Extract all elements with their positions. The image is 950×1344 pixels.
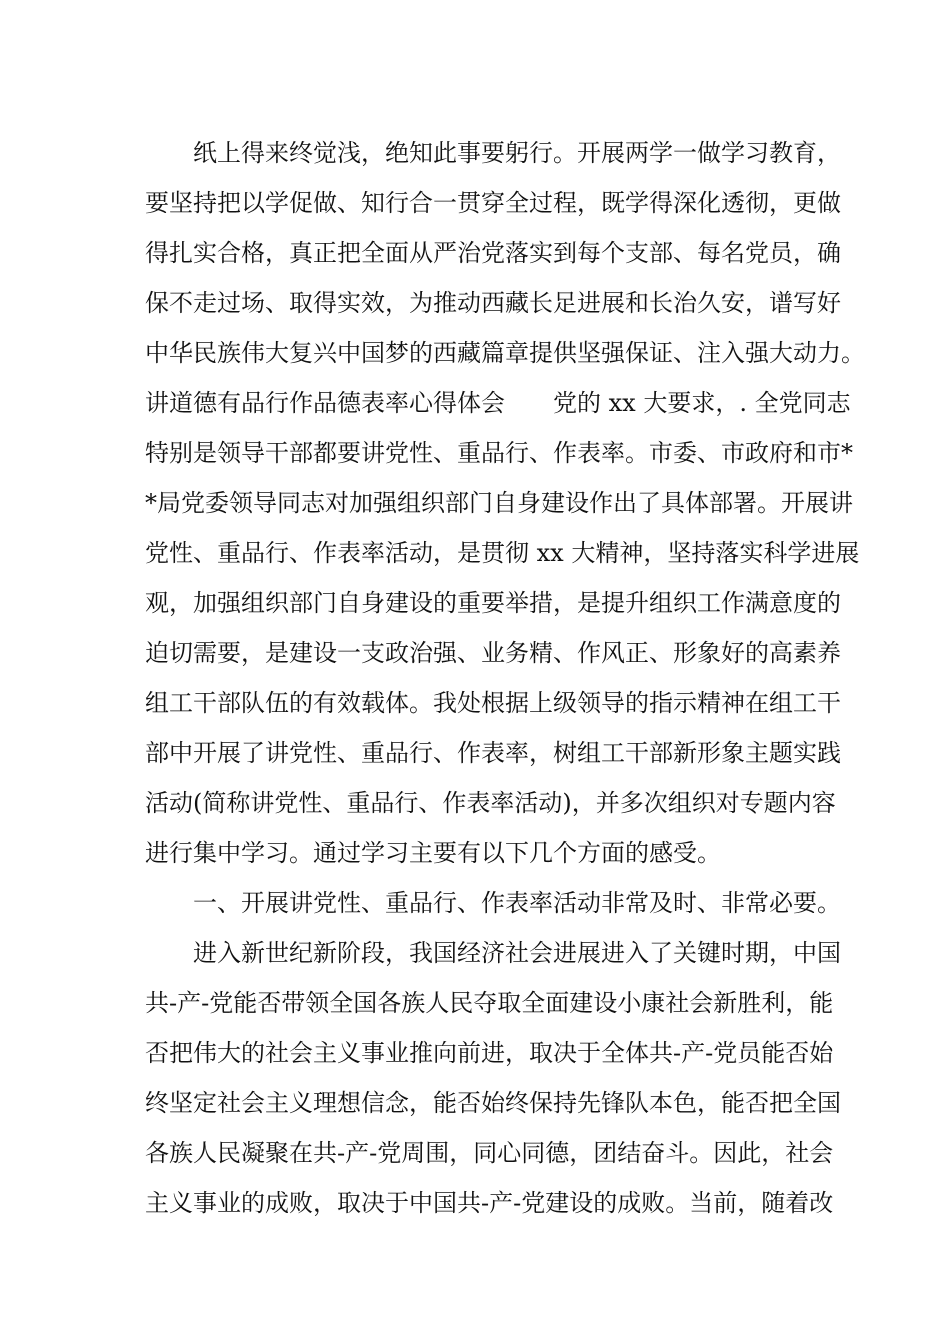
paragraph-line: 各族人民凝聚在共-产-党周围，同心同德，团结奋斗。因此，社会 — [145, 1139, 834, 1167]
paragraph-line: 中华民族伟大复兴中国梦的西藏篇章提供坚强保证、注入强大动力。 — [145, 339, 865, 367]
paragraph-line: 终坚定社会主义理想信念，能否始终保持先锋队本色，能否把全国 — [145, 1089, 841, 1117]
paragraph-line: *局党委领导同志对加强组织部门自身建设作出了具体部署。开展讲 — [145, 489, 853, 517]
paragraph-line: 进入新世纪新阶段，我国经济社会进展进入了关键时期，中国 — [193, 939, 841, 967]
paragraph-line: 讲道德有品行作品德表率心得体会 党的 xx 大要求，. 全党同志 — [145, 389, 851, 417]
paragraph-line: 共-产-党能否带领全国各族人民夺取全面建设小康社会新胜利，能 — [145, 989, 834, 1017]
paragraph-line: 纸上得来终觉浅，绝知此事要躬行。开展两学一做学习教育， — [193, 139, 841, 167]
paragraph-line: 特别是领导干部都要讲党性、重品行、作表率。市委、市政府和市* — [145, 439, 853, 467]
section-heading: 一、开展讲党性、重品行、作表率活动非常及时、非常必要。 — [193, 889, 841, 917]
paragraph-line: 保不走过场、取得实效，为推动西藏长足进展和长治久安，谱写好 — [145, 289, 841, 317]
document-body — [145, 128, 865, 1228]
paragraph-line: 进行集中学习。通过学习主要有以下几个方面的感受。 — [145, 839, 721, 867]
paragraph-line: 观，加强组织部门自身建设的重要举措，是提升组织工作满意度的 — [145, 589, 841, 617]
paragraph-line: 否把伟大的社会主义事业推向前进，取决于全体共-产-党员能否始 — [145, 1039, 834, 1067]
paragraph-line: 迫切需要，是建设一支政治强、业务精、作风正、形象好的高素养 — [145, 639, 841, 667]
paragraph-line: 主义事业的成败，取决于中国共-产-党建设的成败。当前，随着改 — [145, 1189, 834, 1217]
paragraph-line: 得扎实合格，真正把全面从严治党落实到每个支部、每名党员，确 — [145, 239, 841, 267]
paragraph-line: 活动(简称讲党性、重品行、作表率活动)，并多次组织对专题内容 — [145, 789, 836, 817]
paragraph-line: 党性、重品行、作表率活动，是贯彻 xx 大精神，坚持落实科学进展 — [145, 539, 860, 567]
paragraph-line: 要坚持把以学促做、知行合一贯穿全过程，既学得深化透彻，更做 — [145, 189, 841, 217]
paragraph-line: 组工干部队伍的有效载体。我处根据上级领导的指示精神在组工干 — [145, 689, 841, 717]
paragraph-line: 部中开展了讲党性、重品行、作表率，树组工干部新形象主题实践 — [145, 739, 841, 767]
